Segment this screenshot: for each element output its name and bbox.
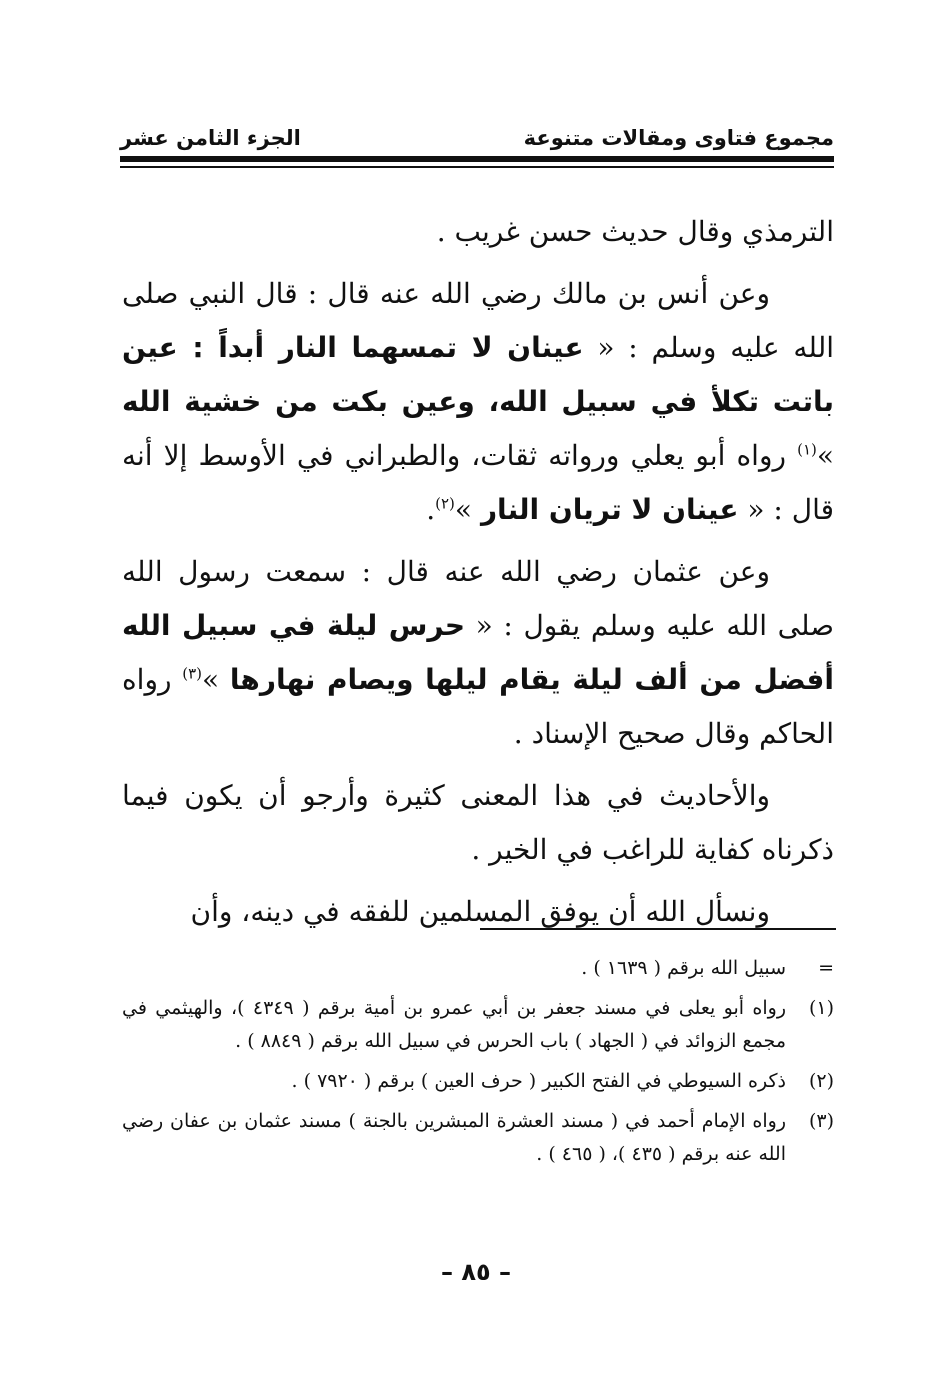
- footnote-2: [122, 1065, 834, 1098]
- p2-close-quote-2: »: [454, 493, 473, 526]
- paragraph-3: [122, 545, 834, 761]
- footnote-1: [122, 992, 834, 1058]
- footnote-ref-1: (١): [797, 440, 817, 459]
- footnote-3: [122, 1105, 834, 1171]
- footnotes: [122, 952, 834, 1178]
- p3-intro: وعن عثمان رضي الله عنه قال : سمعت رسول الله صلى الله عليه وسلم يقول : «: [122, 555, 834, 642]
- p3-narration: رواه الحاكم وقال صحيح الإسناد .: [122, 663, 834, 750]
- header-volume-title: الجزء الثامن عشر: [120, 126, 301, 150]
- p3-close-quote: »: [202, 663, 220, 696]
- footnote-separator: [480, 928, 836, 930]
- footnote-ref-3: (٣): [182, 664, 203, 683]
- paragraph-5: [122, 885, 834, 939]
- footnote-continued: [122, 952, 834, 985]
- footnote-ref-2: (٢): [435, 494, 455, 513]
- p2-intro: وعن أنس بن مالك رضي الله عنه قال : قال النبي صلى الله عليه وسلم : «: [122, 277, 835, 364]
- main-text: [122, 205, 834, 947]
- p2-narration: رواه أبو يعلي ورواته ثقات، والطبراني في الأوسط إلا أنه قال : «: [122, 439, 834, 526]
- header-rule-thick: [120, 156, 834, 162]
- paragraph-4: [122, 769, 834, 877]
- hadith-quote-3: حرس ليلة في سبيل الله أفضل من ألف ليلة يقام ليلها ويصام نهارها: [122, 609, 834, 696]
- paragraph-1-text: الترمذي وقال حديث حسن غريب .: [436, 215, 834, 248]
- hadith-quote-2: عينان لا تريان النار: [480, 493, 739, 526]
- paragraph-4-text: والأحاديث في هذا المعنى كثيرة وأرجو أن يكون فيما ذكرناه كفاية للراغب في الخير .: [122, 779, 834, 866]
- p2-end: .: [426, 493, 436, 526]
- paragraph-1: [122, 205, 834, 259]
- footnote-number: (١): [808, 997, 834, 1019]
- running-header: [120, 118, 834, 150]
- footnote-text: رواه أبو يعلى في مسند جعفر بن أبي عمرو بن أمية برقم ( ٤٣٤٩ )، والهيثمي في مجمع الزوائد في ( الجهاد ) باب الحرس في سبيل الله برقم ( ٨٨٤٩ ) .: [122, 997, 786, 1052]
- header-book-title: مجموع فتاوى ومقالات متنوعة: [523, 126, 834, 150]
- header-rule-thin: [120, 166, 834, 168]
- paragraph-5-text: ونسأل الله أن يوفق المسلمين للفقه في دينه، وأن: [190, 895, 770, 928]
- footnote-number: (٢): [808, 1070, 834, 1092]
- page-number: – ٨٥ –: [440, 1258, 511, 1286]
- p2-close-quote: »: [816, 439, 835, 472]
- footnote-number: =: [818, 957, 834, 979]
- footnote-text: رواه الإمام أحمد في ( مسند العشرة المبشرين بالجنة ) مسند عثمان بن عفان رضي الله عنه برقم ( ٤٣٥ )، ( ٤٦٥ ) .: [122, 1110, 786, 1165]
- hadith-quote-1: عينان لا تمسهما النار أبداً : عين باتت تكلأ في سبيل الله، وعين بكت من خشية الله: [122, 331, 834, 418]
- footnote-text: ذكره السيوطي في الفتح الكبير ( حرف العين ) برقم ( ٧٩٢٠ ) .: [291, 1070, 786, 1092]
- paragraph-2: [122, 267, 834, 537]
- footnote-text: سبيل الله برقم ( ١٦٣٩ ) .: [581, 957, 786, 979]
- footnote-number: (٣): [808, 1110, 834, 1132]
